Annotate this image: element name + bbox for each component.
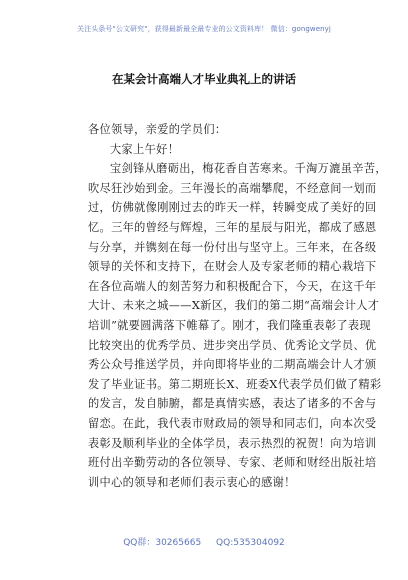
footer-contact: [0, 535, 408, 548]
qq-group-link[interactable]: QQ群：30265665: [123, 538, 202, 548]
paragraph-line: 吹尽狂沙始到金。三年漫长的高端攀爬，不经意间一划而: [88, 181, 377, 195]
header-note: 关注头条号"公文研究"，获得最新最全最专业的公文资料库！ 微信：gongwenyj: [77, 25, 331, 33]
paragraph-line: 留恋。在此，我代表市财政局的领导和同志们，向本次受: [88, 416, 377, 430]
paragraph-line: 与分享，并镌刻在每一份付出与坚守上。三年来，在各级: [88, 240, 377, 254]
paragraph-line: 秀公众号推送学员，并向即将毕业的二期高端会计人才颁: [88, 358, 377, 372]
paragraph-line: 的发言，发自肺腑，都是真情实感，表达了诸多的不舍与: [88, 397, 377, 411]
paragraph-line: 训中心的领导和老师们表示衷心的感谢！: [88, 475, 296, 489]
document-title: 在某会计高端人才毕业典礼上的讲话: [112, 72, 296, 86]
qq-contact-link[interactable]: QQ:535304092: [216, 538, 285, 548]
paragraph-line: 过，仿佛就像刚刚过去的昨天一样，转瞬变成了美好的回: [88, 201, 377, 215]
salutation-line: 各位领导，亲爱的学员们：: [88, 123, 227, 136]
paragraph-line: 班付出辛勤劳动的各位领导、专家、老师和财经出版社培: [88, 456, 377, 470]
speech-body: [88, 120, 387, 492]
paragraph-line: 忆。三年的曾经与辉煌，三年的星辰与阳光，都成了感恩: [88, 220, 377, 234]
paragraph-line: 宝剑锋从磨砺出，梅花香自苦寒来。千淘万漉虽辛苦，: [110, 162, 387, 176]
paragraph-line: 培训”就要圆满落下帷幕了。刚才，我们隆重表彰了表现: [88, 318, 371, 332]
paragraph-line: 发了毕业证书。第二期班长X、班委X代表学员们做了精彩: [88, 377, 382, 391]
paragraph-line: 领导的关怀和支持下，在财会人及专家老师的精心栽培下: [88, 260, 377, 274]
greeting-line: 大家上午好！: [110, 142, 180, 156]
paragraph-line: 表彰及顺利毕业的全体学员，表示热烈的祝贺！向为培训: [88, 436, 377, 450]
paragraph-line: 大计、未来之城——X新区，我们的第二期“高端会计人才: [88, 299, 380, 313]
paragraph-line: 在各位高端人的刻苦努力和积极配合下，今天，在这千年: [88, 279, 377, 293]
paragraph-line: 比较突出的优秀学员、进步突出学员、优秀论文学员、优: [88, 338, 377, 352]
